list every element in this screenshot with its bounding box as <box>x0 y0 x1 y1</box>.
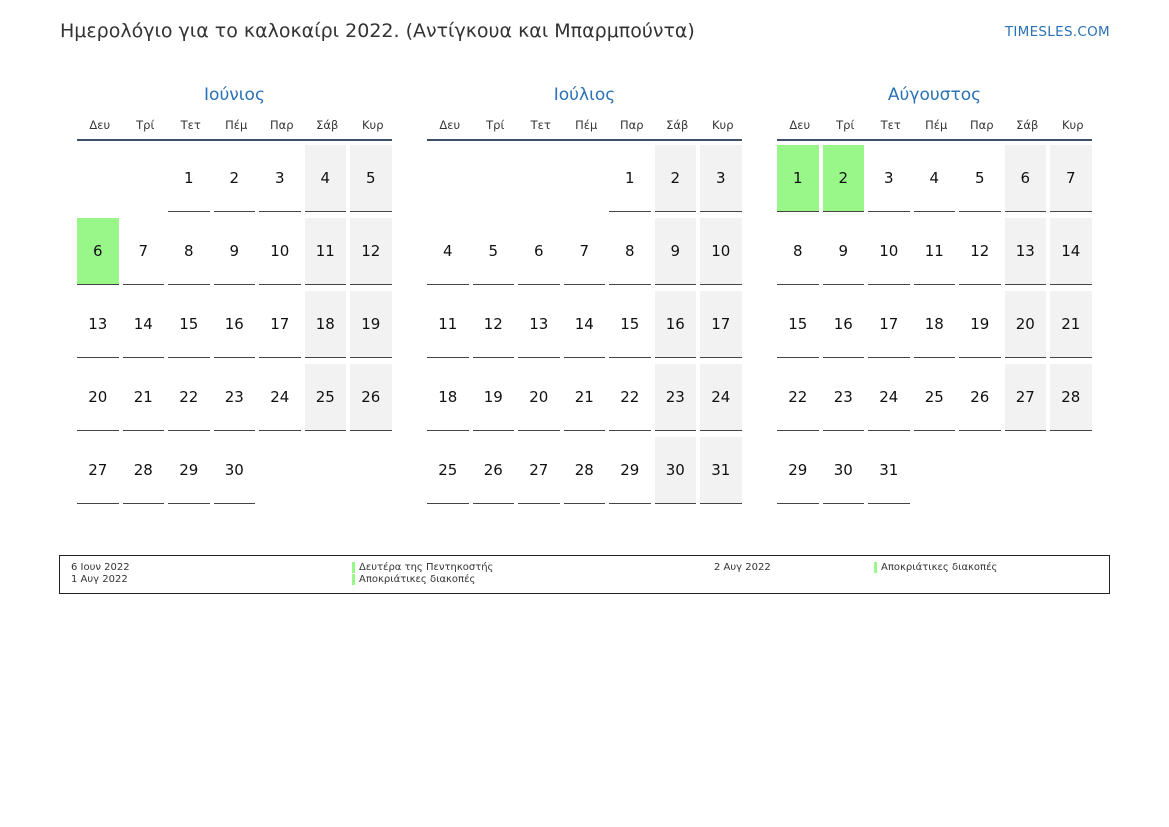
day-number: 5 <box>350 145 392 212</box>
day-cell <box>168 145 214 218</box>
day-cell <box>214 218 260 291</box>
day-number: 12 <box>959 218 1001 285</box>
day-cell <box>700 364 746 437</box>
day-number: 11 <box>427 291 469 358</box>
day-number: 25 <box>427 437 469 504</box>
empty-cell <box>518 145 564 218</box>
empty-cell <box>77 145 123 218</box>
day-number: 8 <box>168 218 210 285</box>
day-number: 31 <box>868 437 910 504</box>
day-cell <box>700 145 746 218</box>
day-cell <box>518 364 564 437</box>
day-number: 6 <box>1005 145 1047 212</box>
day-cell <box>959 364 1005 437</box>
day-cell <box>259 145 305 218</box>
day-number: 19 <box>959 291 1001 358</box>
day-cell <box>777 291 823 364</box>
day-number: 30 <box>655 437 697 504</box>
day-cell <box>564 437 610 510</box>
legend-holiday-name: Αποκριάτικες διακοπές <box>352 574 475 585</box>
holiday-day-cell <box>77 218 123 291</box>
day-number: 23 <box>214 364 256 431</box>
weekday-header <box>777 116 1092 141</box>
day-number: 6 <box>518 218 560 285</box>
day-cell <box>868 145 914 218</box>
day-cell <box>609 437 655 510</box>
empty-cell <box>564 145 610 218</box>
day-cell <box>777 218 823 291</box>
month-name: Αύγουστος <box>887 85 982 105</box>
holiday-day-cell <box>823 145 869 218</box>
day-number: 29 <box>168 437 210 504</box>
day-cell <box>914 364 960 437</box>
day-cell <box>1005 364 1051 437</box>
weekday-label: Τρί <box>486 118 505 132</box>
weekday-label: Τρί <box>136 118 155 132</box>
empty-cell <box>473 145 519 218</box>
day-cell <box>259 218 305 291</box>
day-cell <box>655 364 701 437</box>
day-cell <box>655 218 701 291</box>
day-number: 16 <box>823 291 865 358</box>
day-number: 24 <box>700 364 742 431</box>
month-calendar-august <box>777 84 1092 510</box>
weekday-label: Κυρ <box>1062 118 1084 132</box>
day-number: 10 <box>259 218 301 285</box>
day-number: 1 <box>168 145 210 212</box>
day-cell <box>959 291 1005 364</box>
day-number: 6 <box>77 218 119 285</box>
day-cell <box>609 291 655 364</box>
legend-date: 1 Αυγ 2022 <box>71 574 128 585</box>
day-cell <box>427 364 473 437</box>
day-number: 7 <box>564 218 606 285</box>
day-number: 25 <box>914 364 956 431</box>
day-cell <box>123 218 169 291</box>
day-number: 26 <box>350 364 392 431</box>
day-number: 10 <box>868 218 910 285</box>
day-cell <box>214 291 260 364</box>
day-cell <box>1005 291 1051 364</box>
day-number: 29 <box>777 437 819 504</box>
day-cell <box>609 218 655 291</box>
site-link[interactable]: TIMESLES.COM <box>1004 24 1110 40</box>
day-number: 21 <box>1050 291 1092 358</box>
empty-cell <box>123 145 169 218</box>
weekday-label: Πέμ <box>225 118 248 132</box>
day-number: 30 <box>214 437 256 504</box>
weekday-label: Κυρ <box>362 118 384 132</box>
day-cell <box>777 437 823 510</box>
day-number: 26 <box>473 437 515 504</box>
day-cell <box>609 145 655 218</box>
day-number: 12 <box>473 291 515 358</box>
legend-date: 2 Αυγ 2022 <box>714 562 771 573</box>
day-number: 20 <box>77 364 119 431</box>
day-cell <box>77 364 123 437</box>
weekday-label: Τετ <box>530 118 551 132</box>
day-cell <box>700 437 746 510</box>
day-cell <box>350 364 396 437</box>
month-name: Ιούλιος <box>553 85 616 105</box>
day-number: 4 <box>305 145 347 212</box>
weekday-label: Πέμ <box>925 118 948 132</box>
day-cell <box>868 364 914 437</box>
day-cell <box>473 291 519 364</box>
day-number: 14 <box>564 291 606 358</box>
day-number: 1 <box>777 145 819 212</box>
day-number: 17 <box>700 291 742 358</box>
day-number: 7 <box>1050 145 1092 212</box>
weekday-label: Σάβ <box>1016 118 1039 132</box>
day-cell <box>305 218 351 291</box>
day-cell <box>214 437 260 510</box>
day-number: 27 <box>77 437 119 504</box>
day-cell <box>518 218 564 291</box>
day-cell <box>868 291 914 364</box>
day-number: 15 <box>609 291 651 358</box>
day-number: 4 <box>914 145 956 212</box>
day-number: 24 <box>259 364 301 431</box>
day-cell <box>655 291 701 364</box>
day-number: 31 <box>700 437 742 504</box>
day-cell <box>123 364 169 437</box>
day-cell <box>305 291 351 364</box>
day-cell <box>123 437 169 510</box>
day-number: 17 <box>868 291 910 358</box>
day-cell <box>700 291 746 364</box>
day-cell <box>473 364 519 437</box>
day-number: 18 <box>914 291 956 358</box>
day-cell <box>259 364 305 437</box>
day-number: 28 <box>123 437 165 504</box>
day-cell <box>823 291 869 364</box>
legend-holiday-name: Αποκριάτικες διακοπές <box>874 562 997 573</box>
day-number: 14 <box>1050 218 1092 285</box>
day-cell <box>1005 218 1051 291</box>
day-number: 15 <box>777 291 819 358</box>
day-number: 18 <box>427 364 469 431</box>
day-cell <box>427 437 473 510</box>
weekday-label: Τετ <box>180 118 201 132</box>
day-number: 9 <box>823 218 865 285</box>
holiday-legend <box>59 555 1110 594</box>
day-number: 11 <box>914 218 956 285</box>
day-number: 11 <box>305 218 347 285</box>
day-number: 13 <box>77 291 119 358</box>
day-cell <box>168 218 214 291</box>
day-cell <box>564 218 610 291</box>
day-number: 17 <box>259 291 301 358</box>
holiday-day-cell <box>777 145 823 218</box>
day-cell <box>823 364 869 437</box>
day-cell <box>214 364 260 437</box>
day-number: 16 <box>655 291 697 358</box>
day-number: 25 <box>305 364 347 431</box>
day-number: 3 <box>868 145 910 212</box>
weekday-label: Δευ <box>439 118 461 132</box>
day-cell <box>259 291 305 364</box>
day-number: 30 <box>823 437 865 504</box>
day-cell <box>655 437 701 510</box>
day-cell <box>777 364 823 437</box>
day-number: 24 <box>868 364 910 431</box>
weekday-label: Παρ <box>269 118 294 132</box>
weekday-label: Τρί <box>836 118 855 132</box>
month-calendar-june <box>77 84 392 510</box>
day-cell <box>1050 364 1096 437</box>
day-cell <box>350 218 396 291</box>
day-number: 1 <box>609 145 651 212</box>
weekday-label: Παρ <box>619 118 644 132</box>
day-cell <box>868 218 914 291</box>
weekday-header <box>77 116 392 141</box>
day-cell <box>305 145 351 218</box>
day-number: 27 <box>1005 364 1047 431</box>
empty-cell <box>427 145 473 218</box>
day-cell <box>305 364 351 437</box>
day-cell <box>168 291 214 364</box>
day-cell <box>1050 218 1096 291</box>
day-cell <box>350 145 396 218</box>
weekday-label: Παρ <box>969 118 994 132</box>
weekday-label: Πέμ <box>575 118 598 132</box>
day-cell <box>473 437 519 510</box>
day-number: 2 <box>655 145 697 212</box>
day-number: 28 <box>564 437 606 504</box>
day-cell <box>564 364 610 437</box>
day-cell <box>823 437 869 510</box>
day-cell <box>1050 291 1096 364</box>
weekday-header <box>427 116 742 141</box>
day-cell <box>564 291 610 364</box>
day-number: 28 <box>1050 364 1092 431</box>
day-number: 5 <box>959 145 1001 212</box>
day-number: 23 <box>823 364 865 431</box>
day-cell <box>518 291 564 364</box>
day-number: 13 <box>1005 218 1047 285</box>
day-number: 3 <box>259 145 301 212</box>
weekday-label: Σάβ <box>316 118 339 132</box>
day-number: 8 <box>777 218 819 285</box>
day-number: 15 <box>168 291 210 358</box>
weekday-label: Τετ <box>880 118 901 132</box>
day-number: 23 <box>655 364 697 431</box>
day-number: 26 <box>959 364 1001 431</box>
day-number: 22 <box>777 364 819 431</box>
day-number: 2 <box>214 145 256 212</box>
day-cell <box>473 218 519 291</box>
day-cell <box>350 291 396 364</box>
legend-date: 6 Ιουν 2022 <box>71 562 130 573</box>
day-number: 2 <box>823 145 865 212</box>
day-number: 29 <box>609 437 651 504</box>
day-cell <box>518 437 564 510</box>
day-cell <box>959 145 1005 218</box>
day-number: 8 <box>609 218 651 285</box>
weekday-label: Δευ <box>789 118 811 132</box>
day-number: 14 <box>123 291 165 358</box>
day-number: 9 <box>655 218 697 285</box>
day-grid <box>777 145 1092 510</box>
day-number: 20 <box>1005 291 1047 358</box>
day-number: 9 <box>214 218 256 285</box>
day-number: 20 <box>518 364 560 431</box>
day-cell <box>914 291 960 364</box>
month-calendar-july <box>427 84 742 510</box>
day-number: 22 <box>168 364 210 431</box>
day-cell <box>914 218 960 291</box>
day-number: 18 <box>305 291 347 358</box>
day-cell <box>1050 145 1096 218</box>
day-cell <box>914 145 960 218</box>
day-number: 7 <box>123 218 165 285</box>
day-number: 21 <box>564 364 606 431</box>
day-cell <box>868 437 914 510</box>
day-number: 22 <box>609 364 651 431</box>
weekday-label: Σάβ <box>666 118 689 132</box>
day-cell <box>700 218 746 291</box>
page-title: Ημερολόγιο για το καλοκαίρι 2022. (Αντίγκουα και Μπαρμπούντα) <box>60 20 695 42</box>
day-cell <box>77 437 123 510</box>
day-number: 21 <box>123 364 165 431</box>
day-number: 3 <box>700 145 742 212</box>
day-number: 4 <box>427 218 469 285</box>
day-number: 19 <box>350 291 392 358</box>
weekday-label: Δευ <box>89 118 111 132</box>
day-cell <box>427 291 473 364</box>
day-number: 16 <box>214 291 256 358</box>
day-number: 27 <box>518 437 560 504</box>
day-cell <box>959 218 1005 291</box>
day-cell <box>168 437 214 510</box>
day-number: 19 <box>473 364 515 431</box>
day-cell <box>1005 145 1051 218</box>
day-number: 10 <box>700 218 742 285</box>
day-cell <box>655 145 701 218</box>
day-grid <box>427 145 742 510</box>
day-cell <box>609 364 655 437</box>
weekday-label: Κυρ <box>712 118 734 132</box>
day-cell <box>168 364 214 437</box>
day-cell <box>427 218 473 291</box>
legend-holiday-name: Δευτέρα της Πεντηκοστής <box>352 562 493 573</box>
day-cell <box>823 218 869 291</box>
day-cell <box>214 145 260 218</box>
day-grid <box>77 145 392 510</box>
day-cell <box>123 291 169 364</box>
month-name: Ιούνιος <box>204 85 265 105</box>
day-number: 5 <box>473 218 515 285</box>
day-cell <box>77 291 123 364</box>
day-number: 13 <box>518 291 560 358</box>
day-number: 12 <box>350 218 392 285</box>
